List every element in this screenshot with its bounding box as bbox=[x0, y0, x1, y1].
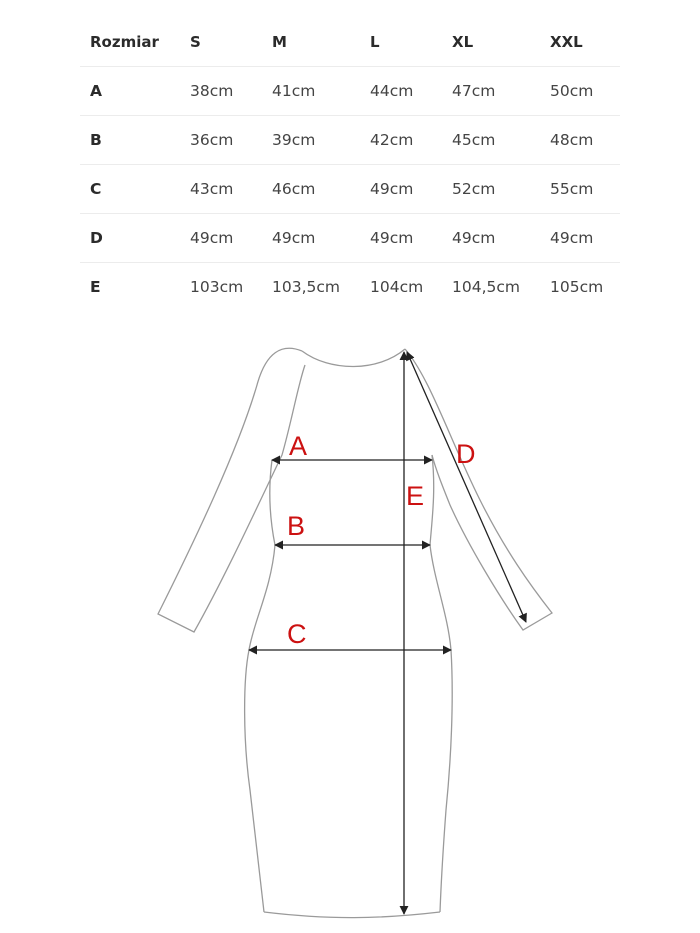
cell-b-xxl: 48cm bbox=[550, 131, 594, 149]
cell-d-m: 49cm bbox=[272, 229, 316, 247]
dress-outline bbox=[158, 348, 552, 917]
cell-e-xl: 104,5cm bbox=[452, 278, 520, 296]
row-label-b: B bbox=[90, 131, 102, 149]
header-size-l: L bbox=[370, 33, 380, 51]
cell-b-l: 42cm bbox=[370, 131, 414, 149]
label-c: C bbox=[287, 619, 307, 649]
cell-a-xl: 47cm bbox=[452, 82, 496, 100]
row-label-d: D bbox=[90, 229, 103, 247]
cell-e-s: 103cm bbox=[190, 278, 244, 296]
cell-c-xxl: 55cm bbox=[550, 180, 594, 198]
label-d: D bbox=[456, 439, 476, 469]
cell-d-xl: 49cm bbox=[452, 229, 496, 247]
left-sleeve-outline bbox=[158, 348, 308, 632]
cell-b-xl: 45cm bbox=[452, 131, 496, 149]
arrow-d bbox=[407, 352, 526, 622]
cell-a-s: 38cm bbox=[190, 82, 234, 100]
cell-e-l: 104cm bbox=[370, 278, 424, 296]
row-label-c: C bbox=[90, 180, 102, 198]
table-row bbox=[80, 214, 620, 263]
cell-a-xxl: 50cm bbox=[550, 82, 594, 100]
cell-c-l: 49cm bbox=[370, 180, 414, 198]
table-row bbox=[80, 263, 620, 312]
size-chart-table bbox=[80, 18, 620, 311]
cell-d-l: 49cm bbox=[370, 229, 414, 247]
cell-d-xxl: 49cm bbox=[550, 229, 594, 247]
label-b: B bbox=[287, 511, 306, 541]
neckline bbox=[302, 349, 405, 367]
dress-measurement-diagram bbox=[0, 330, 700, 933]
cell-d-s: 49cm bbox=[190, 229, 234, 247]
cell-e-xxl: 105cm bbox=[550, 278, 604, 296]
header-size-m: M bbox=[272, 33, 287, 51]
row-label-e: E bbox=[90, 278, 101, 296]
cell-a-m: 41cm bbox=[272, 82, 316, 100]
hem bbox=[264, 912, 440, 918]
cell-c-s: 43cm bbox=[190, 180, 234, 198]
cell-c-m: 46cm bbox=[272, 180, 316, 198]
table-row bbox=[80, 67, 620, 116]
cell-e-m: 103,5cm bbox=[272, 278, 340, 296]
bodice-right-side bbox=[430, 455, 452, 912]
table-header-row bbox=[80, 18, 620, 67]
cell-b-m: 39cm bbox=[272, 131, 316, 149]
cell-a-l: 44cm bbox=[370, 82, 414, 100]
header-size-xl: XL bbox=[452, 33, 474, 51]
bodice-left-side bbox=[245, 460, 275, 912]
header-size-xxl: XXL bbox=[550, 33, 583, 51]
cell-c-xl: 52cm bbox=[452, 180, 496, 198]
row-label-a: A bbox=[90, 82, 102, 100]
label-a: A bbox=[289, 431, 308, 461]
table-row bbox=[80, 116, 620, 165]
cell-b-s: 36cm bbox=[190, 131, 234, 149]
table-row bbox=[80, 165, 620, 214]
header-rozmiar: Rozmiar bbox=[90, 33, 159, 51]
measurement-labels bbox=[287, 431, 476, 649]
label-e: E bbox=[406, 481, 425, 511]
header-size-s: S bbox=[190, 33, 201, 51]
right-sleeve-outline bbox=[405, 349, 552, 630]
